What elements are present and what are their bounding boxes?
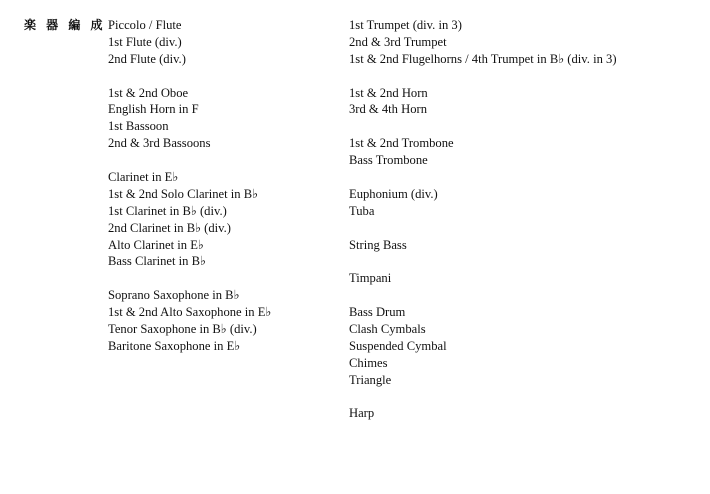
instrument-line: 1st & 2nd Solo Clarinet in B♭: [108, 186, 259, 201]
instrument-line: 1st & 2nd Horn: [349, 85, 428, 100]
clarinet-group: [108, 169, 271, 270]
instrument-line: 2nd & 3rd Bassoons: [108, 136, 211, 151]
instrument-line: 2nd & 3rd Trumpet: [349, 34, 447, 49]
string-bass-group: [349, 237, 617, 254]
instrument-line: 1st Flute (div.): [108, 34, 182, 49]
low-brass-group: [349, 186, 617, 220]
harp-group: [349, 405, 617, 422]
instrument-line: 1st & 2nd Flugelhorns / 4th Trumpet in B♭ (div. in 3): [349, 51, 617, 66]
instrument-line: English Horn in F: [108, 102, 199, 117]
instrument-line: Piccolo / Flute: [108, 18, 182, 32]
instrument-line: Clarinet in E♭: [108, 170, 179, 185]
instrument-line: Suspended Cymbal: [349, 338, 447, 353]
instrument-line: 2nd Clarinet in B♭ (div.): [108, 220, 231, 235]
timpani-group: [349, 270, 617, 287]
horn-group: [349, 85, 617, 119]
instrument-line: Alto Clarinet in E♭: [108, 237, 204, 252]
instrument-line: Bass Trombone: [349, 153, 428, 168]
instrument-line: 3rd & 4th Horn: [349, 102, 428, 117]
instrument-line: Chimes: [349, 355, 388, 370]
instrument-line: 1st Bassoon: [108, 119, 169, 134]
instrument-line: Soprano Saxophone in B♭: [108, 288, 240, 303]
trombone-group: [349, 135, 617, 169]
instrument-line: Bass Drum: [349, 305, 406, 320]
instrument-line: Baritone Saxophone in E♭: [108, 338, 241, 353]
instrument-line: 1st & 2nd Trombone: [349, 136, 454, 151]
instrument-line: 2nd Flute (div.): [108, 51, 186, 66]
instrument-line: Tuba: [349, 203, 375, 218]
instrument-line: 1st Clarinet in B♭ (div.): [108, 203, 227, 218]
percussion-group: [349, 304, 617, 388]
instrument-line: 1st Trumpet (div. in 3): [349, 18, 462, 32]
saxophone-group: [108, 287, 271, 355]
instrument-line: 1st & 2nd Alto Saxophone in E♭: [108, 305, 272, 320]
instrument-line: Euphonium (div.): [349, 186, 438, 201]
instrument-line: String Bass: [349, 237, 407, 252]
instrument-line: 1st & 2nd Oboe: [108, 85, 189, 100]
instrumentation-heading: 楽 器 編 成: [24, 18, 106, 32]
flute-group: [108, 17, 271, 68]
instrument-line: Clash Cymbals: [349, 322, 426, 337]
instrument-line: Timpani: [349, 271, 392, 286]
double-reed-group: [108, 85, 271, 153]
trumpet-group: [349, 17, 617, 68]
right-instrument-column: [349, 17, 617, 439]
left-instrument-column: [108, 17, 271, 372]
instrument-line: Triangle: [349, 372, 392, 387]
instrument-line: Bass Clarinet in B♭: [108, 254, 206, 269]
instrument-line: Tenor Saxophone in B♭ (div.): [108, 322, 257, 337]
instrument-line: Harp: [349, 406, 375, 421]
